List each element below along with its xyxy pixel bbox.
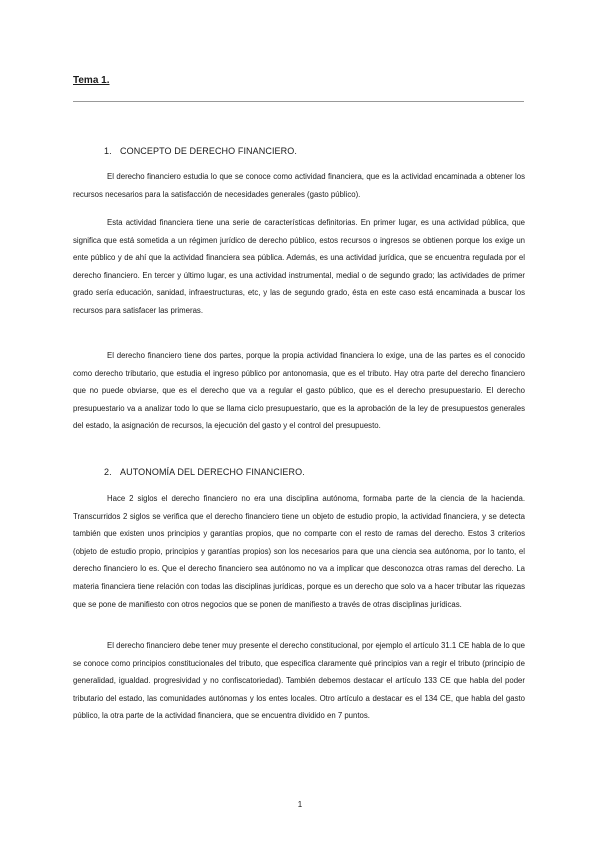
section-1-paragraph-2: Esta actividad financiera tiene una serie de características definitorias. En primer lugar, es una actividad pública, que significa que está sometida a un régimen jurídico de derecho público, estos recursos o ingresos se obtienen porque los exige un ente público y de ahí que la actividad financiera sea pública. Además, es una actividad jurídica, que se encuentra regulada por el derecho financiero. En tercer y último lugar, es una actividad instrumental, medial o de segundo grado; las actividades de primer grado sería educación, sanidad, infraestructuras, etc, y las de segundo grado, ésta en este caso está encaminada a buscar los recursos para satisfacer las primeras.	[73, 218, 525, 315]
title-divider	[73, 101, 524, 102]
section-2-number: 2.	[104, 467, 112, 477]
page-number: 1	[297, 800, 303, 809]
document-title: Tema 1.	[73, 75, 110, 86]
section-1-title: CONCEPTO DE DERECHO FINANCIERO.	[120, 146, 297, 156]
section-1-paragraph-1: El derecho financiero estudia lo que se conoce como actividad financiera, que es la actividad encaminada a obtener los recursos necesarios para la satisfacción de necesidades generales (gasto público).	[73, 172, 525, 199]
section-2-title: AUTONOMÍA DEL DERECHO FINANCIERO.	[120, 467, 305, 477]
section-2-paragraph-1: Hace 2 siglos el derecho financiero no era una disciplina autónoma, formaba parte de la ciencia de la hacienda. Transcurridos 2 siglos se verifica que el derecho financiero tiene un objeto de estudio propio, la actividad financiera, y se detecta también que existen unos principios y garantías propios, que no comparte con el resto de ramas del derecho. Estos 3 criterios (objeto de estudio propio, principios y garantías propios) son los necesarios para que una ciencia sea autónoma, por lo tanto, el derecho financiero lo es. Que el derecho financiero sea autónomo no va a implicar que desconozca otras ramas del derecho. La materia financiera tiene relación con todas las disciplinas jurídicas, porque es un derecho que solo va a hacer tributar las riquezas que se pone de manifiesto con otros negocios que se ponen de manifiesto a través de otras disciplinas jurídicas.	[73, 494, 525, 609]
section-2-heading	[104, 467, 305, 477]
section-2-paragraph-2: El derecho financiero debe tener muy presente el derecho constitucional, por ejemplo el artículo 31.1 CE habla de lo que se conoce como principios constitucionales del tributo, que especifica claramente qué principios van a regir el tributo (principio de generalidad, igualdad. progresividad y no confiscatoriedad). También debemos destacar el artículo 133 CE que habla del poder tributario del estado, las comunidades autónomas y los entes locales. Otro artículo a destacar es el 134 CE, que habla del gasto público, la otra parte de la actividad financiera, que se encuentra dividido en 7 puntos.	[73, 641, 525, 721]
section-1-paragraph-3: El derecho financiero tiene dos partes, porque la propia actividad financiera lo exige, una de las partes es el conocido como derecho tributario, que estudia el ingreso público por antonomasia, que es el tributo. Hay otra parte del derecho financiero que no puede obviarse, que es el derecho que va a regular el gasto público, que es el derecho presupuestario. El derecho presupuestario va a analizar todo lo que se llama ciclo presupuestario, que es la aprobación de la ley de presupuestos generales del estado, la asignación de recursos, la ejecución del gasto y el control del presupuesto.	[73, 351, 525, 431]
section-1-heading	[104, 146, 297, 156]
section-1-number: 1.	[104, 146, 112, 156]
